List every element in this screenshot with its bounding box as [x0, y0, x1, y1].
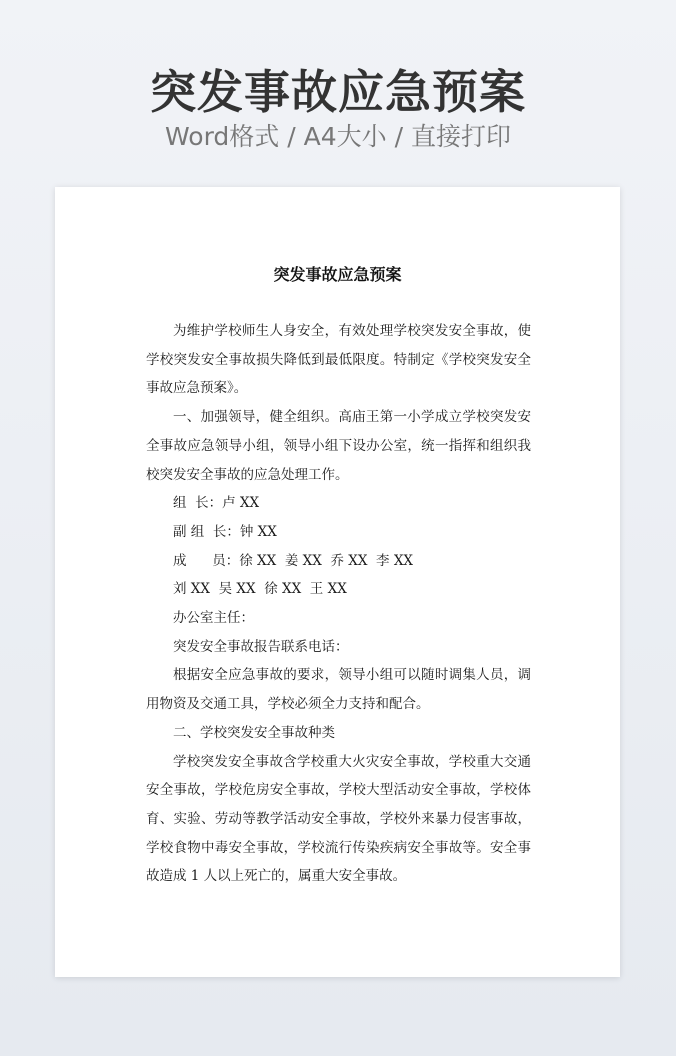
intro-paragraph: 为维护学校师生人身安全，有效处理学校突发安全事故，使学校突发安全事故损失降低到最低限度。特制定《学校突发安全事故应急预案》。: [146, 323, 531, 397]
roster-deputy: 副 组 长：钟 XX: [173, 523, 277, 540]
document-title: 突发事故应急预案: [273, 265, 402, 284]
document-body: [146, 317, 531, 891]
roster-leader: 组 长：卢 XX: [173, 495, 260, 512]
banner-subtitle: Word格式 / A4大小 / 直接打印: [165, 122, 511, 151]
section2-paragraph: 学校突发安全事故含学校重大火灾安全事故，学校重大交通安全事故，学校危房安全事故，学校大型活动安全事故，学校体育、实验、劳动等教学活动安全事故，学校外来暴力侵害事故，学校食物中毒安全事故，学校流行传染疾病安全事故等。安全事故造成 1 人以上死亡的，属重大安全事故。: [146, 753, 531, 885]
roster-hotline: 突发安全事故报告联系电话：: [173, 638, 349, 655]
mobilization-paragraph: 根据安全应急事故的要求，领导小组可以随时调集人员，调用物资及交通工具，学校必须全力支持和配合。: [146, 667, 531, 713]
section2-heading: 二、学校突发安全事故种类: [173, 724, 335, 741]
document-page: [55, 187, 620, 977]
roster-members-2: 刘 XX 吴 XX 徐 XX 王 XX: [173, 581, 347, 598]
roster-members: 成 员：徐 XX 姜 XX 乔 XX 李 XX: [173, 552, 414, 569]
section1-paragraph: 一、加强领导，健全组织。高庙王第一小学成立学校突发安全事故应急领导小组，领导小组下设办公室，统一指挥和组织我校突发安全事故的应急处理工作。: [146, 409, 531, 483]
roster-office-director: 办公室主任：: [173, 610, 254, 627]
banner-title: 突发事故应急预案: [150, 65, 526, 119]
